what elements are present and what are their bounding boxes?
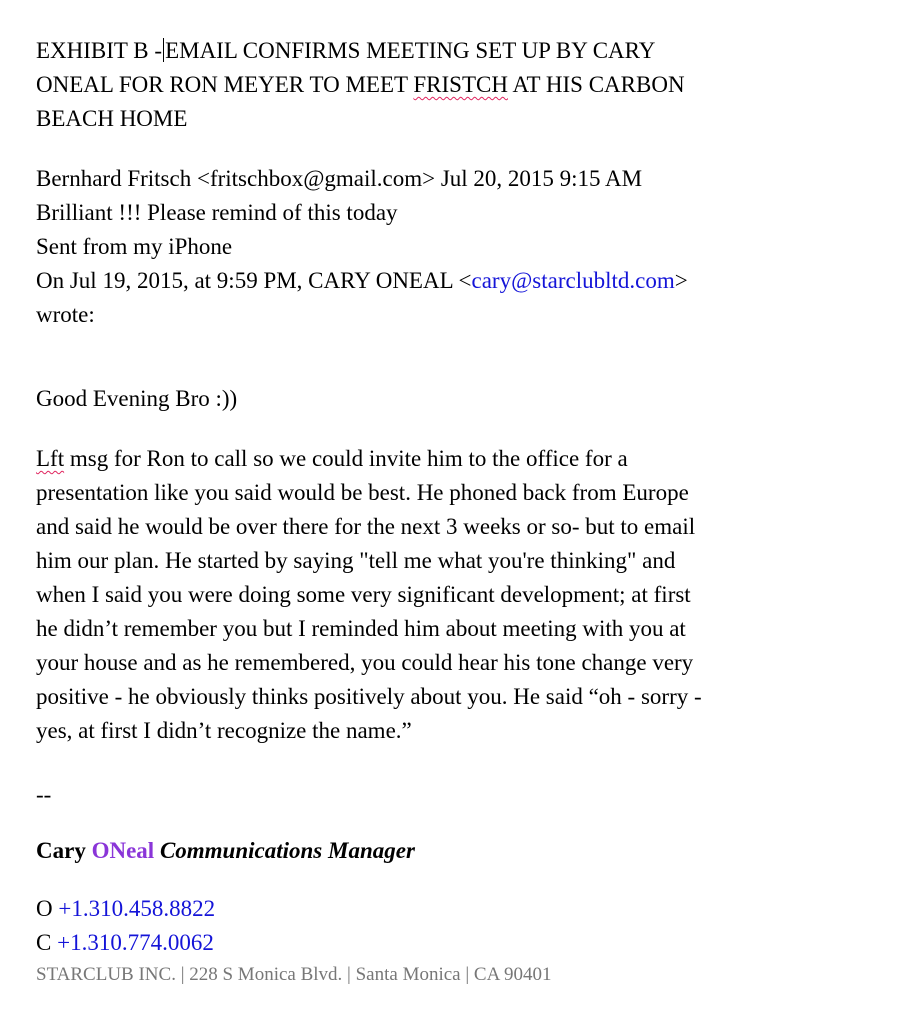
cell-phone-label: C xyxy=(36,930,52,955)
misspelled-word[interactable]: Lft xyxy=(36,446,65,471)
body-line: your house and as he remembered, you could hear his tone change very xyxy=(36,650,694,675)
body-line: him our plan. He started by saying "tell me what you're thinking" and xyxy=(36,548,676,573)
heading-line-1 xyxy=(36,34,655,68)
body-line: and said he would be over there for the next 3 weeks or so- but to email xyxy=(36,514,696,539)
body-line-1-rest: msg for Ron to call so we could invite him to the office for a xyxy=(64,446,628,471)
signature-title: Communications Manager xyxy=(159,838,415,863)
reply-text: Brilliant !!! Please remind of this today xyxy=(36,200,398,225)
text-cursor xyxy=(163,38,164,62)
office-phone-line xyxy=(36,892,215,926)
body-line: yes, at first I didn’t recognize the name.” xyxy=(36,718,412,743)
wrote-text: wrote: xyxy=(36,302,95,327)
office-phone-label: O xyxy=(36,896,53,921)
heading-line-2-before: ONEAL FOR RON MEYER TO MEET xyxy=(36,72,414,97)
heading-part-2: EMAIL CONFIRMS MEETING SET UP BY CARY xyxy=(165,38,656,63)
signature-last-name: ONeal xyxy=(91,838,155,863)
cell-phone-link[interactable]: +1.310.774.0062 xyxy=(57,930,214,955)
cell-phone-line xyxy=(36,926,214,960)
quote-prefix: On Jul 19, 2015, at 9:59 PM, CARY ONEAL < xyxy=(36,268,472,293)
heading-line-2-after: AT HIS CARBON xyxy=(507,72,685,97)
body-line: presentation like you said would be best. He phoned back from Europe xyxy=(36,480,689,505)
signature-separator: -- xyxy=(36,782,52,807)
email-header-line: Bernhard Fritsch <fritschbox@gmail.com> Jul 20, 2015 9:15 AM xyxy=(36,166,643,191)
body-line: positive - he obviously thinks positively about you. He said “oh - sorry - xyxy=(36,684,702,709)
quote-suffix: > xyxy=(674,268,688,293)
quote-email-link[interactable]: cary@starclubltd.com xyxy=(471,268,675,293)
office-phone-link[interactable]: +1.310.458.8822 xyxy=(58,896,216,921)
heading-part-1: EXHIBIT B - xyxy=(36,38,163,63)
misspelled-word[interactable]: FRISTCH xyxy=(413,72,508,97)
signature-name-line xyxy=(36,834,415,868)
heading-line-2 xyxy=(36,68,685,102)
sent-from-text: Sent from my iPhone xyxy=(36,234,233,259)
company-address-line: STARCLUB INC. | 228 S Monica Blvd. | Santa Monica | CA 90401 xyxy=(36,964,552,985)
quote-header-line xyxy=(36,264,688,298)
body-line: he didn’t remember you but I reminded him about meeting with you at xyxy=(36,616,686,641)
body-line: when I said you were doing some very significant development; at first xyxy=(36,582,691,607)
greeting-text: Good Evening Bro :)) xyxy=(36,386,238,411)
body-line xyxy=(36,442,628,476)
signature-first-name: Cary xyxy=(36,838,86,863)
heading-line-3: BEACH HOME xyxy=(36,106,188,131)
